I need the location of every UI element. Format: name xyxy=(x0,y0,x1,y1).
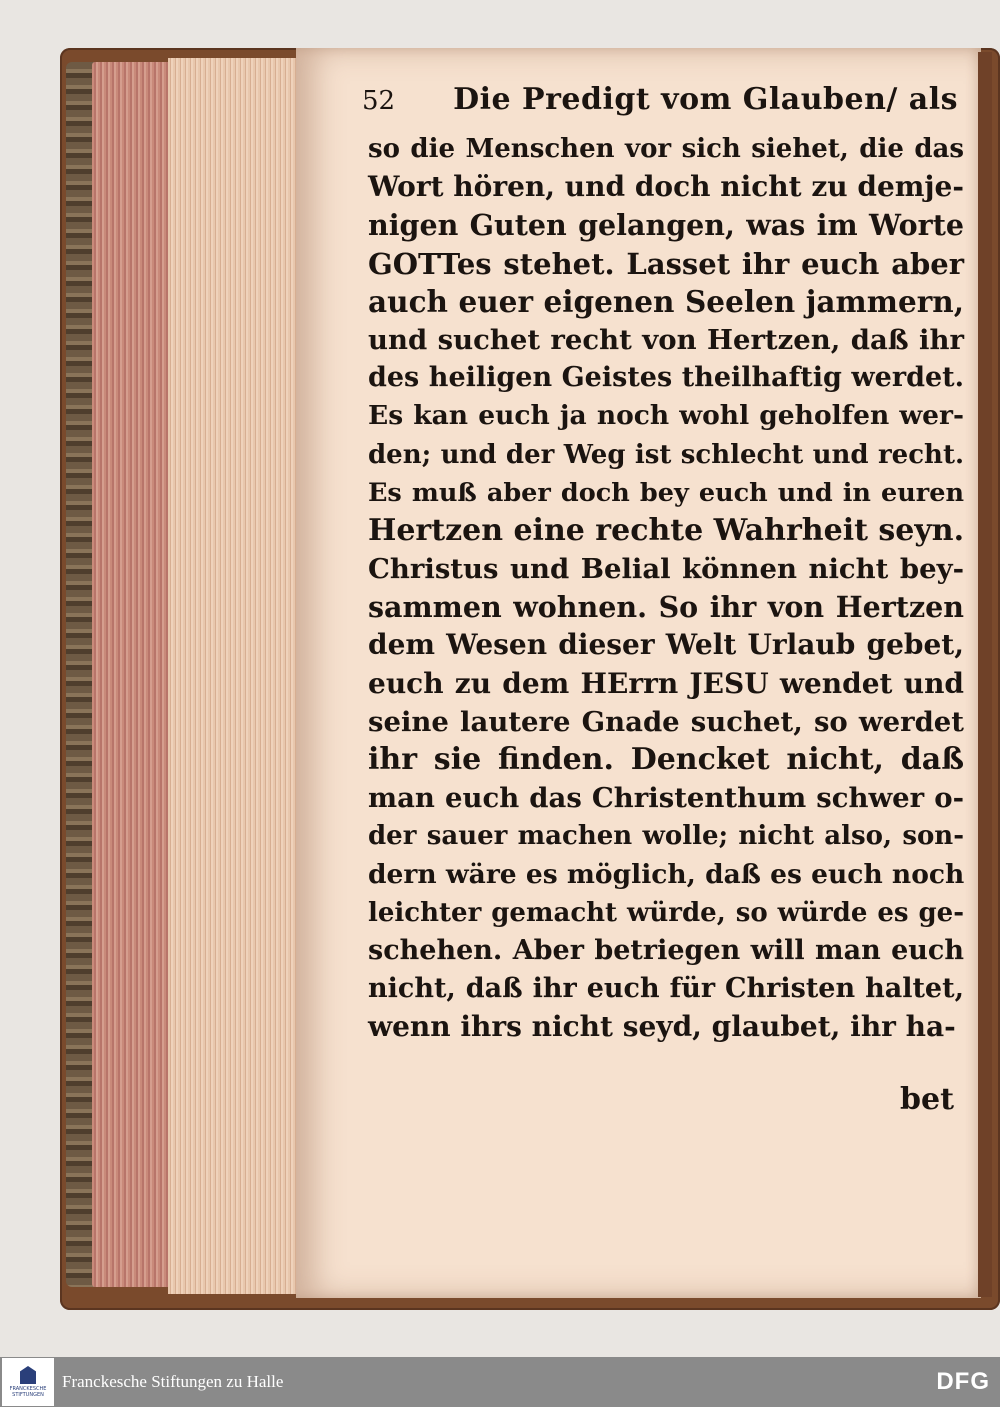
text-line: Wort hören, und doch nicht zu demje- xyxy=(368,170,964,204)
text-line: leichter gemacht würde, so würde es ge- xyxy=(368,897,964,928)
text-line: man euch das Christenthum schwer o- xyxy=(368,782,964,815)
text-line: der sauer machen wolle; nicht also, son- xyxy=(368,821,964,852)
text-line: dern wäre es möglich, daß es euch noch xyxy=(368,858,965,890)
dfg-logo[interactable]: DFG xyxy=(936,1368,990,1395)
cover-edge xyxy=(978,52,992,1297)
text-line: wenn ihrs nicht seyd, glaubet, ihr ha- xyxy=(368,1010,956,1044)
text-line: den; und der Weg ist schlecht und recht. xyxy=(368,439,964,470)
text-line: dem Wesen dieser Welt Urlaub gebet, xyxy=(368,628,964,662)
text-line: sammen wohnen. So ihr von Hertzen xyxy=(368,590,964,625)
text-line: auch euer eigenen Seelen jammern, xyxy=(368,283,964,319)
text-line: Hertzen eine rechte Wahrheit seyn. xyxy=(368,512,965,548)
text-line: seine lautere Gnade suchet, so werdet xyxy=(368,705,964,738)
text-line: so die Menschen vor sich siehet, die das xyxy=(368,134,964,164)
page-edges xyxy=(168,58,303,1294)
footer-bar xyxy=(0,1357,1000,1407)
text-line: nicht, daß ihr euch für Christen haltet, xyxy=(368,973,964,1005)
text-line: euch zu dem HErrn JESU wendet und xyxy=(368,666,964,700)
institution-logo[interactable] xyxy=(2,1358,54,1406)
text-line: nigen Guten gelangen, was im Worte xyxy=(368,208,964,243)
page-number: 52 xyxy=(362,86,396,116)
text-line: schehen. Aber betriegen will man euch xyxy=(368,934,964,966)
catchword: bet xyxy=(900,1082,954,1117)
logo-text: FRANCKESCHE STIFTUNGEN xyxy=(9,1386,47,1398)
building-icon xyxy=(20,1366,36,1384)
text-line: des heiligen Geistes theilhaftig werdet. xyxy=(368,362,964,394)
text-line: ihr sie finden. Dencket nicht, daß xyxy=(368,742,964,777)
body-text xyxy=(368,130,964,1047)
text-line: GOTTes stehet. Lasset ihr euch aber xyxy=(368,246,964,281)
page-header xyxy=(362,82,962,126)
running-head: Die Predigt vom Glauben/ als xyxy=(453,82,959,117)
text-line: Christus und Belial können nicht bey- xyxy=(368,553,964,586)
text-line: und suchet recht von Hertzen, daß ihr xyxy=(368,323,964,356)
page-edges-gilded xyxy=(92,62,174,1287)
institution-name[interactable]: Franckesche Stiftungen zu Halle xyxy=(62,1372,284,1391)
text-line: Es muß aber doch bey euch und in euren xyxy=(368,477,964,508)
text-line: Es kan euch ja noch wohl geholfen wer- xyxy=(368,400,964,432)
